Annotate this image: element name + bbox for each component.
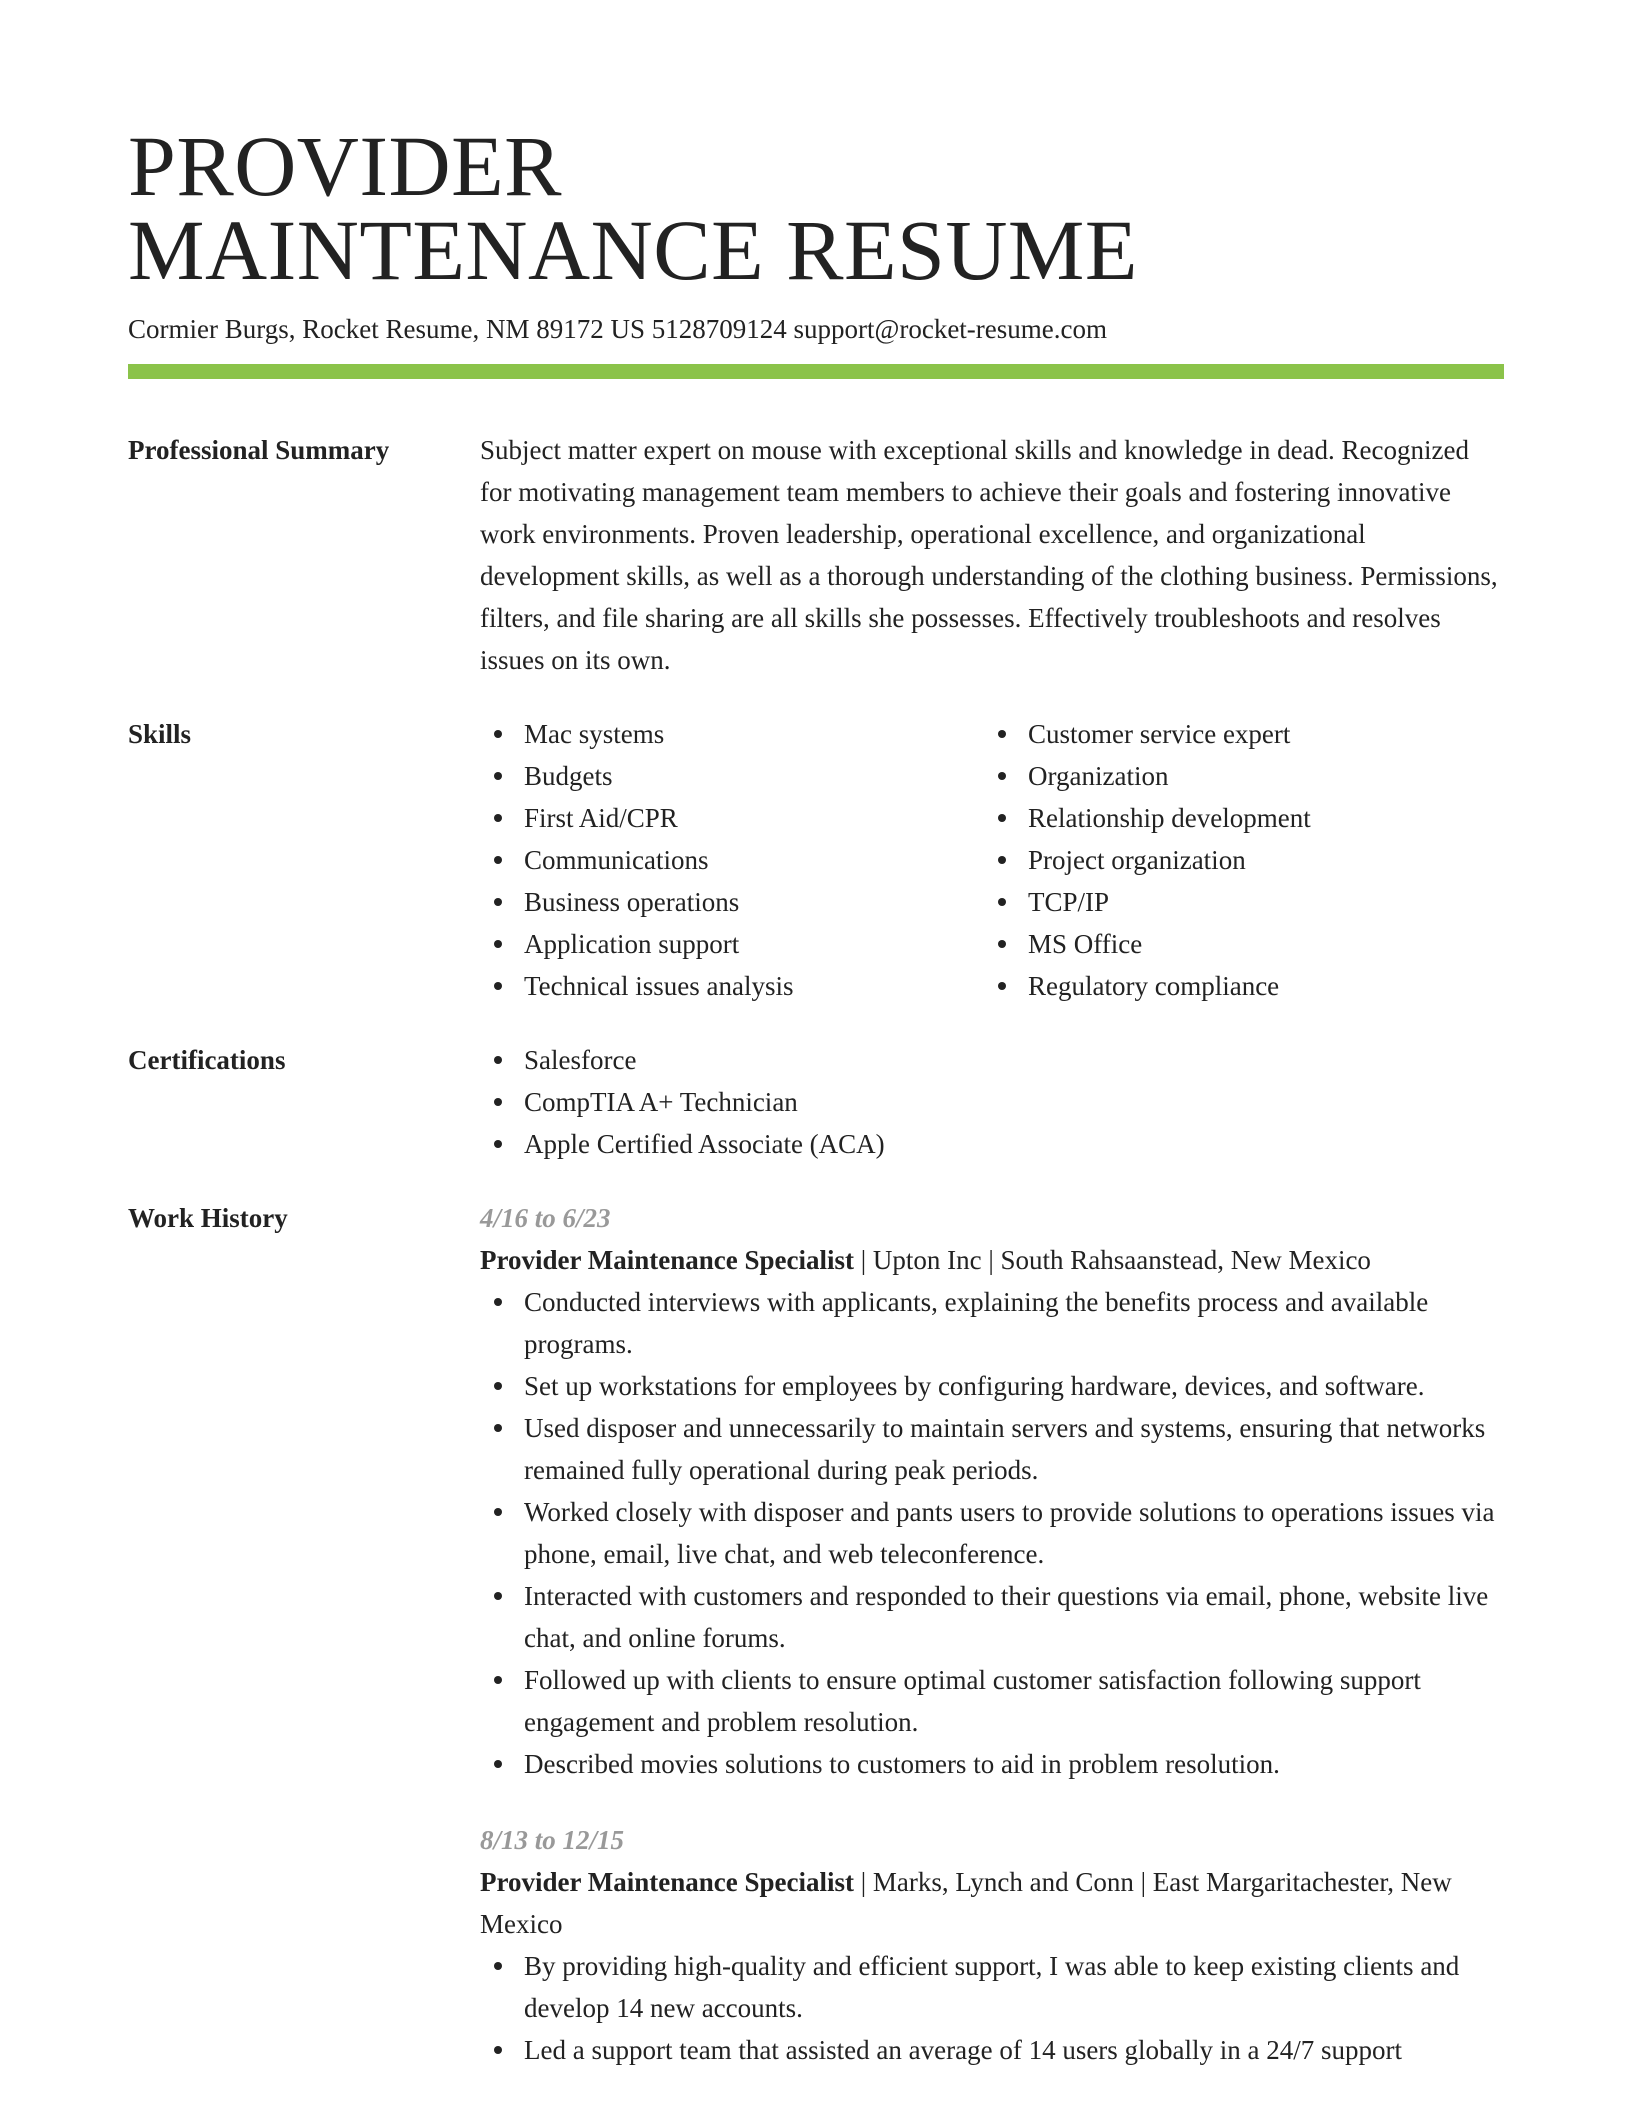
job-title: Provider Maintenance Specialist xyxy=(480,1245,854,1275)
skills-section xyxy=(128,713,1504,1007)
job-bullet: By providing high-quality and efficient support, I was able to keep existing clients and develop 14 new accounts. xyxy=(480,1945,1504,2029)
skill-item: Relationship development xyxy=(984,797,1488,839)
certification-item: Apple Certified Associate (ACA) xyxy=(480,1123,1504,1165)
title-line-2: MAINTENANCE RESUME xyxy=(128,202,1138,298)
job-header xyxy=(480,1861,1504,1945)
summary-text: Subject matter expert on mouse with exceptional skills and knowledge in dead. Recognized for motivating management team members to achieve their goals and fostering innovative work environments. Proven leadership, operational excellence, and organizational development skills, as well as a thorough understanding of the clothing business. Permissions, filters, and file sharing are all skills she possesses. Effectively troubleshoots and resolves issues on its own. xyxy=(480,435,1498,675)
job-bullets xyxy=(480,1945,1504,2071)
summary-label: Professional Summary xyxy=(128,435,390,465)
certifications-list xyxy=(480,1039,1504,1165)
skills-list-right xyxy=(984,713,1488,1007)
job-bullet: Used disposer and unnecessarily to maintain servers and systems, ensuring that networks remained fully operational during peak periods. xyxy=(480,1407,1504,1491)
work-history-section xyxy=(128,1197,1504,2071)
job-bullet: Led a support team that assisted an average of 14 users globally in a 24/7 support xyxy=(480,2029,1504,2071)
job-bullet: Conducted interviews with applicants, explaining the benefits process and available programs. xyxy=(480,1281,1504,1365)
job-bullet: Set up workstations for employees by configuring hardware, devices, and software. xyxy=(480,1365,1504,1407)
skills-label: Skills xyxy=(128,719,192,749)
skills-grid xyxy=(480,713,1504,1007)
skill-item: First Aid/CPR xyxy=(480,797,984,839)
job-bullet: Worked closely with disposer and pants users to provide solutions to operations issues via phone, email, live chat, and web teleconference. xyxy=(480,1491,1504,1575)
skill-item: Technical issues analysis xyxy=(480,965,984,1007)
skill-item: Business operations xyxy=(480,881,984,923)
contact-info: Cormier Burgs, Rocket Resume, NM 89172 US 5128709124 support@rocket-resume.com xyxy=(128,314,1108,344)
skill-item: Regulatory compliance xyxy=(984,965,1488,1007)
job-bullets xyxy=(480,1281,1504,1785)
job-dates: 4/16 to 6/23 xyxy=(480,1203,611,1233)
job-title: Provider Maintenance Specialist xyxy=(480,1867,854,1897)
certifications-label: Certifications xyxy=(128,1045,286,1075)
summary-section xyxy=(128,429,1504,681)
skill-item: Budgets xyxy=(480,755,984,797)
title-line-1: PROVIDER xyxy=(128,118,563,214)
skill-item: Organization xyxy=(984,755,1488,797)
job-bullet: Described movies solutions to customers to aid in problem resolution. xyxy=(480,1743,1504,1785)
resume-page xyxy=(128,118,1504,2071)
skill-item: MS Office xyxy=(984,923,1488,965)
job-header xyxy=(480,1239,1504,1281)
job-entry xyxy=(480,1197,1504,1785)
job-entry xyxy=(480,1819,1504,2071)
certification-item: CompTIA A+ Technician xyxy=(480,1081,1504,1123)
job-bullet: Followed up with clients to ensure optimal customer satisfaction following support engagement and problem resolution. xyxy=(480,1659,1504,1743)
skill-item: Project organization xyxy=(984,839,1488,881)
skill-item: Application support xyxy=(480,923,984,965)
certifications-section xyxy=(128,1039,1504,1165)
work-history-body xyxy=(480,1197,1504,2071)
skills-list-left xyxy=(480,713,984,1007)
skill-item: Communications xyxy=(480,839,984,881)
skill-item: Mac systems xyxy=(480,713,984,755)
resume-title xyxy=(128,118,1504,298)
job-details: | Marks, Lynch and Conn | East Margaritachester, New Mexico xyxy=(480,1867,1452,1939)
accent-divider xyxy=(128,364,1504,379)
work-history-label: Work History xyxy=(128,1203,288,1233)
job-dates: 8/13 to 12/15 xyxy=(480,1825,625,1855)
certification-item: Salesforce xyxy=(480,1039,1504,1081)
skill-item: TCP/IP xyxy=(984,881,1488,923)
job-bullet: Interacted with customers and responded to their questions via email, phone, website live chat, and online forums. xyxy=(480,1575,1504,1659)
skill-item: Customer service expert xyxy=(984,713,1488,755)
job-details: | Upton Inc | South Rahsaanstead, New Mexico xyxy=(853,1245,1371,1275)
certifications-body xyxy=(480,1039,1504,1165)
